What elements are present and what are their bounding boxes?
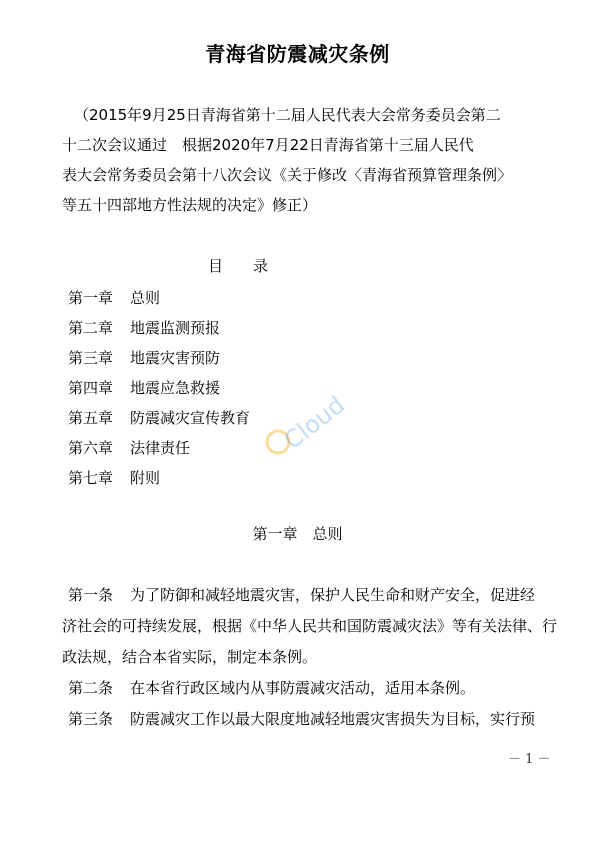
toc-chapter-number: 第四章 [68,379,114,397]
article-text: 政法规，结合本省实际，制定本条例。 [62,648,318,666]
chapter-body [62,580,558,735]
chapter-heading: 第一章 总则 [252,525,343,543]
cloud-watermark-logo [262,380,352,460]
toc-item [68,433,250,463]
toc-chapter-title: 防震减灾宣传教育 [130,409,251,427]
article-line [62,673,552,704]
toc-chapter-title: 地震应急救援 [130,379,221,397]
article-text: 济社会的可持续发展，根据《中华人民共和国防震减灾法》等有关法律、行 [62,617,558,635]
toc-item [68,313,250,343]
article-number: 第一条 [68,586,114,604]
preamble-line: 表大会常务委员会第十八次会议《关于修改〈青海省预算管理条例〉 [62,166,513,184]
article-line [62,611,558,642]
toc-chapter-number: 第五章 [68,409,114,427]
toc-chapter-title: 法律责任 [130,439,191,457]
toc-item [68,343,250,373]
article-text: 在本省行政区域内从事防震减灾活动，适用本条例。 [130,679,476,697]
article-line [62,580,552,611]
toc-chapter-number: 第三章 [68,349,114,367]
article-line [62,642,552,673]
toc-chapter-title: 总则 [130,289,161,307]
toc-chapter-number: 第七章 [68,469,114,487]
toc-chapter-number: 第二章 [68,319,114,337]
document-title: 青海省防震减灾条例 [205,42,390,66]
toc-item [68,403,250,433]
article-number: 第二条 [68,679,114,697]
toc-item [68,463,250,493]
toc-chapter-title: 地震监测预报 [130,319,221,337]
article-text: 防震减灾工作以最大限度地减轻地震灾害损失为目标，实行预 [130,710,536,728]
article-number: 第三条 [68,710,114,728]
table-of-contents [68,283,250,493]
toc-item [68,373,250,403]
preamble-line: 等五十四部地方性法规的决定》修正） [62,196,318,214]
toc-heading: 目 录 [208,257,269,275]
article-text: 为了防御和减轻地震灾害，保护人民生命和财产安全，促进经 [130,586,536,604]
preamble-line: （2015年9月25日青海省第十二届人民代表大会常务委员会第二 [74,106,501,124]
watermark-circle-icon [267,431,289,453]
page-number: － 1 － [508,752,551,767]
toc-chapter-number: 第六章 [68,439,114,457]
preamble-line: 十二次会议通过 根据2020年7月22日青海省第十三届人民代 [62,136,474,154]
toc-chapter-title: 地震灾害预防 [130,349,221,367]
article-line [62,704,552,735]
toc-chapter-number: 第一章 [68,289,114,307]
toc-chapter-title: 附则 [130,469,161,487]
watermark-text: Cloud [278,390,351,455]
toc-item [68,283,250,313]
preamble [62,100,542,220]
